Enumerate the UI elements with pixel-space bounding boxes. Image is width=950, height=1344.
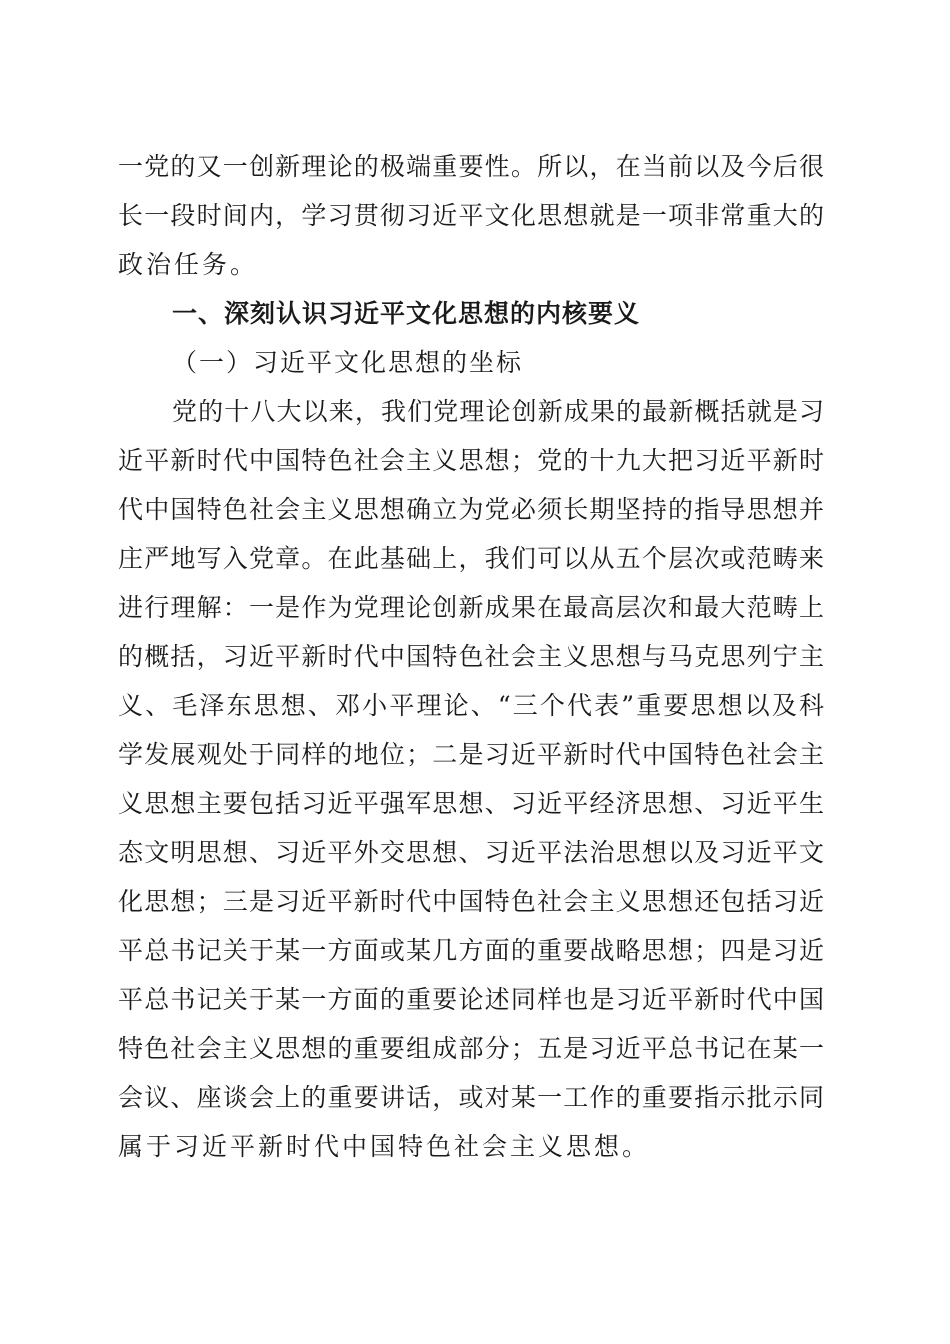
body-line-15: 会议、座谈会上的重要讲话，或对某一工作的重要指示批示同 bbox=[118, 1083, 824, 1112]
body-line-2: 近平新时代中国特色社会主义思想；党的十九大把习近平新时 bbox=[118, 446, 824, 475]
intro-line-3: 政治任务。 bbox=[118, 250, 259, 279]
body-line-10: 态文明思想、习近平外交思想、习近平法治思想以及习近平文 bbox=[118, 838, 824, 867]
body-line-7: 义、毛泽东思想、邓小平理论、“三个代表”重要思想以及科 bbox=[118, 691, 824, 720]
body-line-14: 特色社会主义思想的重要组成部分；五是习近平总书记在某一 bbox=[118, 1034, 824, 1063]
document-body bbox=[118, 142, 824, 1171]
section-heading: 一、深刻认识习近平文化思想的内核要义 bbox=[172, 299, 641, 328]
subsection-heading: （一）习近平文化思想的坐标 bbox=[172, 348, 524, 377]
intro-line-1: 一党的又一创新理论的极端重要性。所以，在当前以及今后很 bbox=[118, 152, 824, 181]
body-line-1: 党的十八大以来，我们党理论创新成果的最新概括就是习 bbox=[172, 397, 824, 426]
body-line-16: 属于习近平新时代中国特色社会主义思想。 bbox=[118, 1132, 651, 1161]
body-line-5: 进行理解：一是作为党理论创新成果在最高层次和最大范畴上 bbox=[118, 593, 824, 622]
body-line-8: 学发展观处于同样的地位；二是习近平新时代中国特色社会主 bbox=[118, 740, 824, 769]
body-line-3: 代中国特色社会主义思想确立为党必须长期坚持的指导思想并 bbox=[118, 495, 824, 524]
body-line-13: 平总书记关于某一方面的重要论述同样也是习近平新时代中国 bbox=[118, 985, 824, 1014]
body-line-6: 的概括，习近平新时代中国特色社会主义思想与马克思列宁主 bbox=[118, 642, 824, 671]
intro-line-2: 长一段时间内，学习贯彻习近平文化思想就是一项非常重大的 bbox=[118, 201, 824, 230]
body-line-12: 平总书记关于某一方面或某几方面的重要战略思想；四是习近 bbox=[118, 936, 824, 965]
body-line-11: 化思想；三是习近平新时代中国特色社会主义思想还包括习近 bbox=[118, 887, 824, 916]
body-line-9: 义思想主要包括习近平强军思想、习近平经济思想、习近平生 bbox=[118, 789, 824, 818]
body-line-4: 庄严地写入党章。在此基础上，我们可以从五个层次或范畴来 bbox=[118, 544, 824, 573]
